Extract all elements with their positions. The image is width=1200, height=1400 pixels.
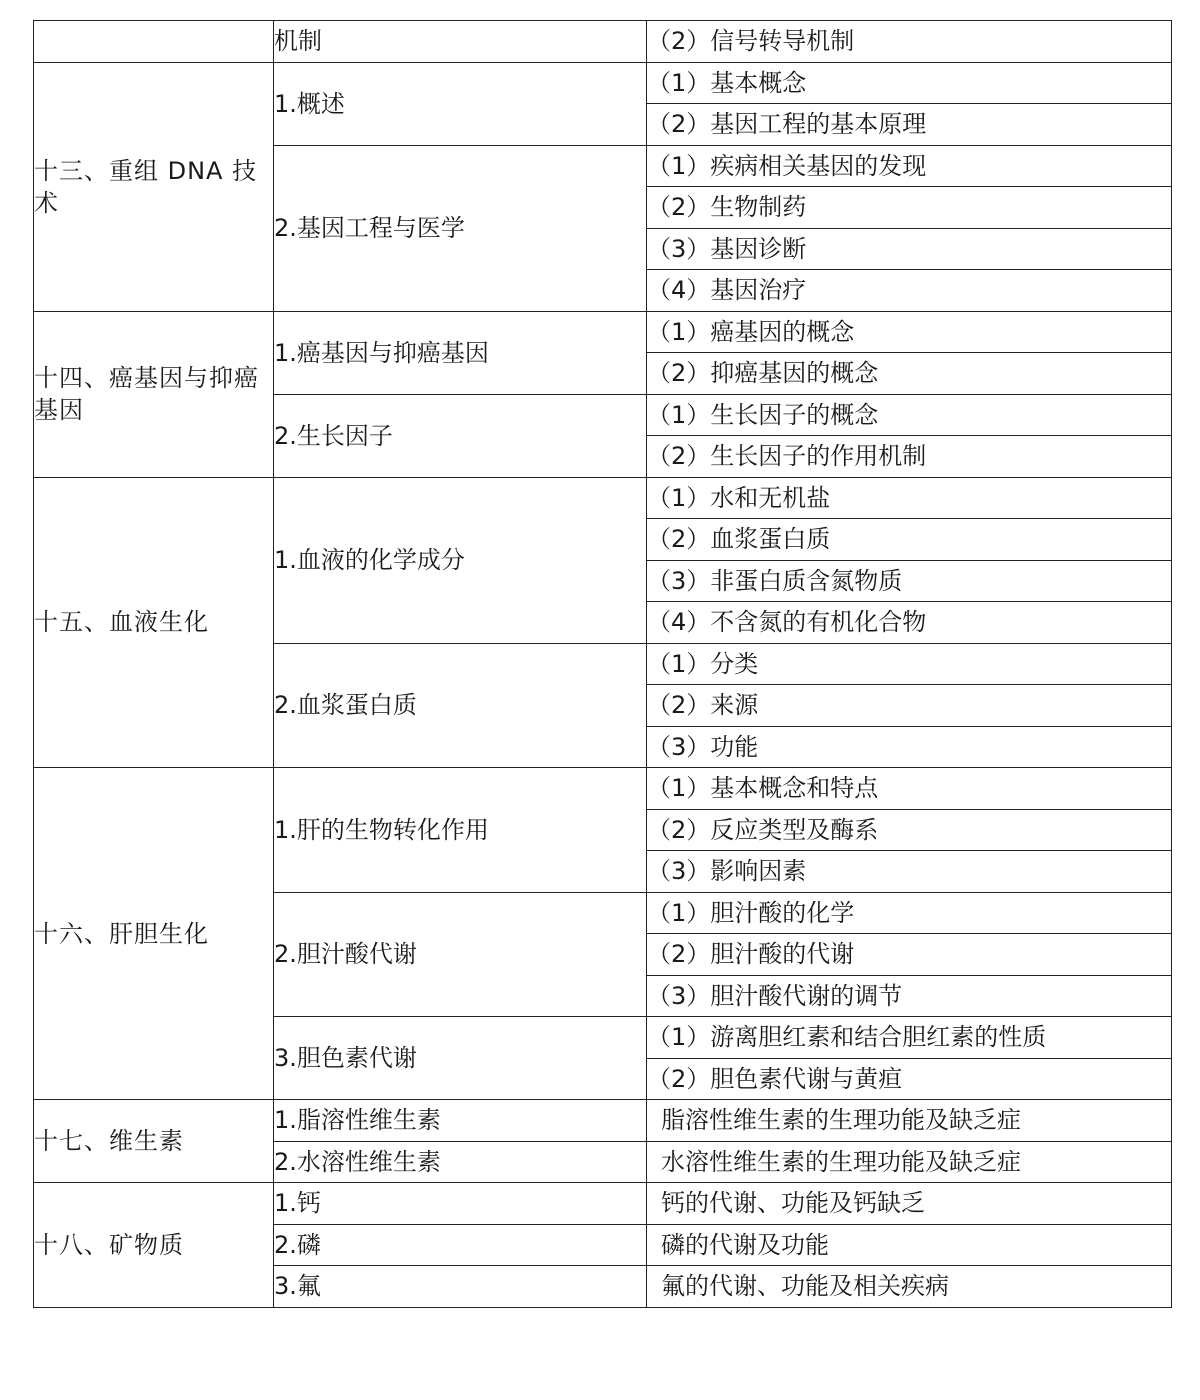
point-cell: （3）功能 xyxy=(647,726,1172,768)
point-cell: （1）基本概念 xyxy=(647,62,1172,104)
point-cell: 磷的代谢及功能 xyxy=(647,1224,1172,1266)
section-cell: 2.血浆蛋白质 xyxy=(274,643,647,768)
chapter-cell: 十四、癌基因与抑癌基因 xyxy=(34,311,274,477)
chapter-cell: 十七、维生素 xyxy=(34,1100,274,1183)
chapter-cell: 十六、肝胆生化 xyxy=(34,768,274,1100)
point-cell: 氟的代谢、功能及相关疾病 xyxy=(647,1266,1172,1308)
chapter-cell: 十三、重组 DNA 技术 xyxy=(34,62,274,311)
point-cell: （2）基因工程的基本原理 xyxy=(647,104,1172,146)
section-cell: 2.胆汁酸代谢 xyxy=(274,892,647,1017)
table-row xyxy=(34,21,1172,63)
point-cell: （2）胆色素代谢与黄疸 xyxy=(647,1058,1172,1100)
table-row xyxy=(34,477,1172,519)
section-cell: 机制 xyxy=(274,21,647,63)
chapter-cell: 十五、血液生化 xyxy=(34,477,274,768)
section-cell: 2.磷 xyxy=(274,1224,647,1266)
point-cell: （2）来源 xyxy=(647,685,1172,727)
table-row xyxy=(34,62,1172,104)
point-cell: （1）生长因子的概念 xyxy=(647,394,1172,436)
section-cell: 1.肝的生物转化作用 xyxy=(274,768,647,893)
point-cell: （2）生物制药 xyxy=(647,187,1172,229)
chapter-cell: 十八、矿物质 xyxy=(34,1183,274,1308)
point-cell: （1）胆汁酸的化学 xyxy=(647,892,1172,934)
syllabus-table xyxy=(33,20,1172,1308)
point-cell: （2）抑癌基因的概念 xyxy=(647,353,1172,395)
point-cell: （1）基本概念和特点 xyxy=(647,768,1172,810)
section-cell: 1.脂溶性维生素 xyxy=(274,1100,647,1142)
section-cell: 1.钙 xyxy=(274,1183,647,1225)
section-cell: 1.血液的化学成分 xyxy=(274,477,647,643)
point-cell: （1）疾病相关基因的发现 xyxy=(647,145,1172,187)
point-cell: （2）血浆蛋白质 xyxy=(647,519,1172,561)
table-row xyxy=(34,1183,1172,1225)
point-cell: （3）影响因素 xyxy=(647,851,1172,893)
point-cell: 脂溶性维生素的生理功能及缺乏症 xyxy=(647,1100,1172,1142)
section-cell: 1.癌基因与抑癌基因 xyxy=(274,311,647,394)
point-cell: （4）基因治疗 xyxy=(647,270,1172,312)
point-cell: （2）生长因子的作用机制 xyxy=(647,436,1172,478)
point-cell: （3）非蛋白质含氮物质 xyxy=(647,560,1172,602)
table-row xyxy=(34,768,1172,810)
point-cell: 钙的代谢、功能及钙缺乏 xyxy=(647,1183,1172,1225)
point-cell: （2）胆汁酸的代谢 xyxy=(647,934,1172,976)
section-cell: 1.概述 xyxy=(274,62,647,145)
point-cell: （1）水和无机盐 xyxy=(647,477,1172,519)
table-row xyxy=(34,311,1172,353)
point-cell: （3）基因诊断 xyxy=(647,228,1172,270)
point-cell: （1）游离胆红素和结合胆红素的性质 xyxy=(647,1017,1172,1059)
table-row xyxy=(34,1100,1172,1142)
section-cell: 2.基因工程与医学 xyxy=(274,145,647,311)
point-cell: （1）癌基因的概念 xyxy=(647,311,1172,353)
section-cell: 2.生长因子 xyxy=(274,394,647,477)
chapter-cell xyxy=(34,21,274,63)
section-cell: 2.水溶性维生素 xyxy=(274,1141,647,1183)
point-cell: （2）信号转导机制 xyxy=(647,21,1172,63)
point-cell: 水溶性维生素的生理功能及缺乏症 xyxy=(647,1141,1172,1183)
section-cell: 3.胆色素代谢 xyxy=(274,1017,647,1100)
point-cell: （1）分类 xyxy=(647,643,1172,685)
section-cell: 3.氟 xyxy=(274,1266,647,1308)
point-cell: （2）反应类型及酶系 xyxy=(647,809,1172,851)
point-cell: （3）胆汁酸代谢的调节 xyxy=(647,975,1172,1017)
point-cell: （4）不含氮的有机化合物 xyxy=(647,602,1172,644)
